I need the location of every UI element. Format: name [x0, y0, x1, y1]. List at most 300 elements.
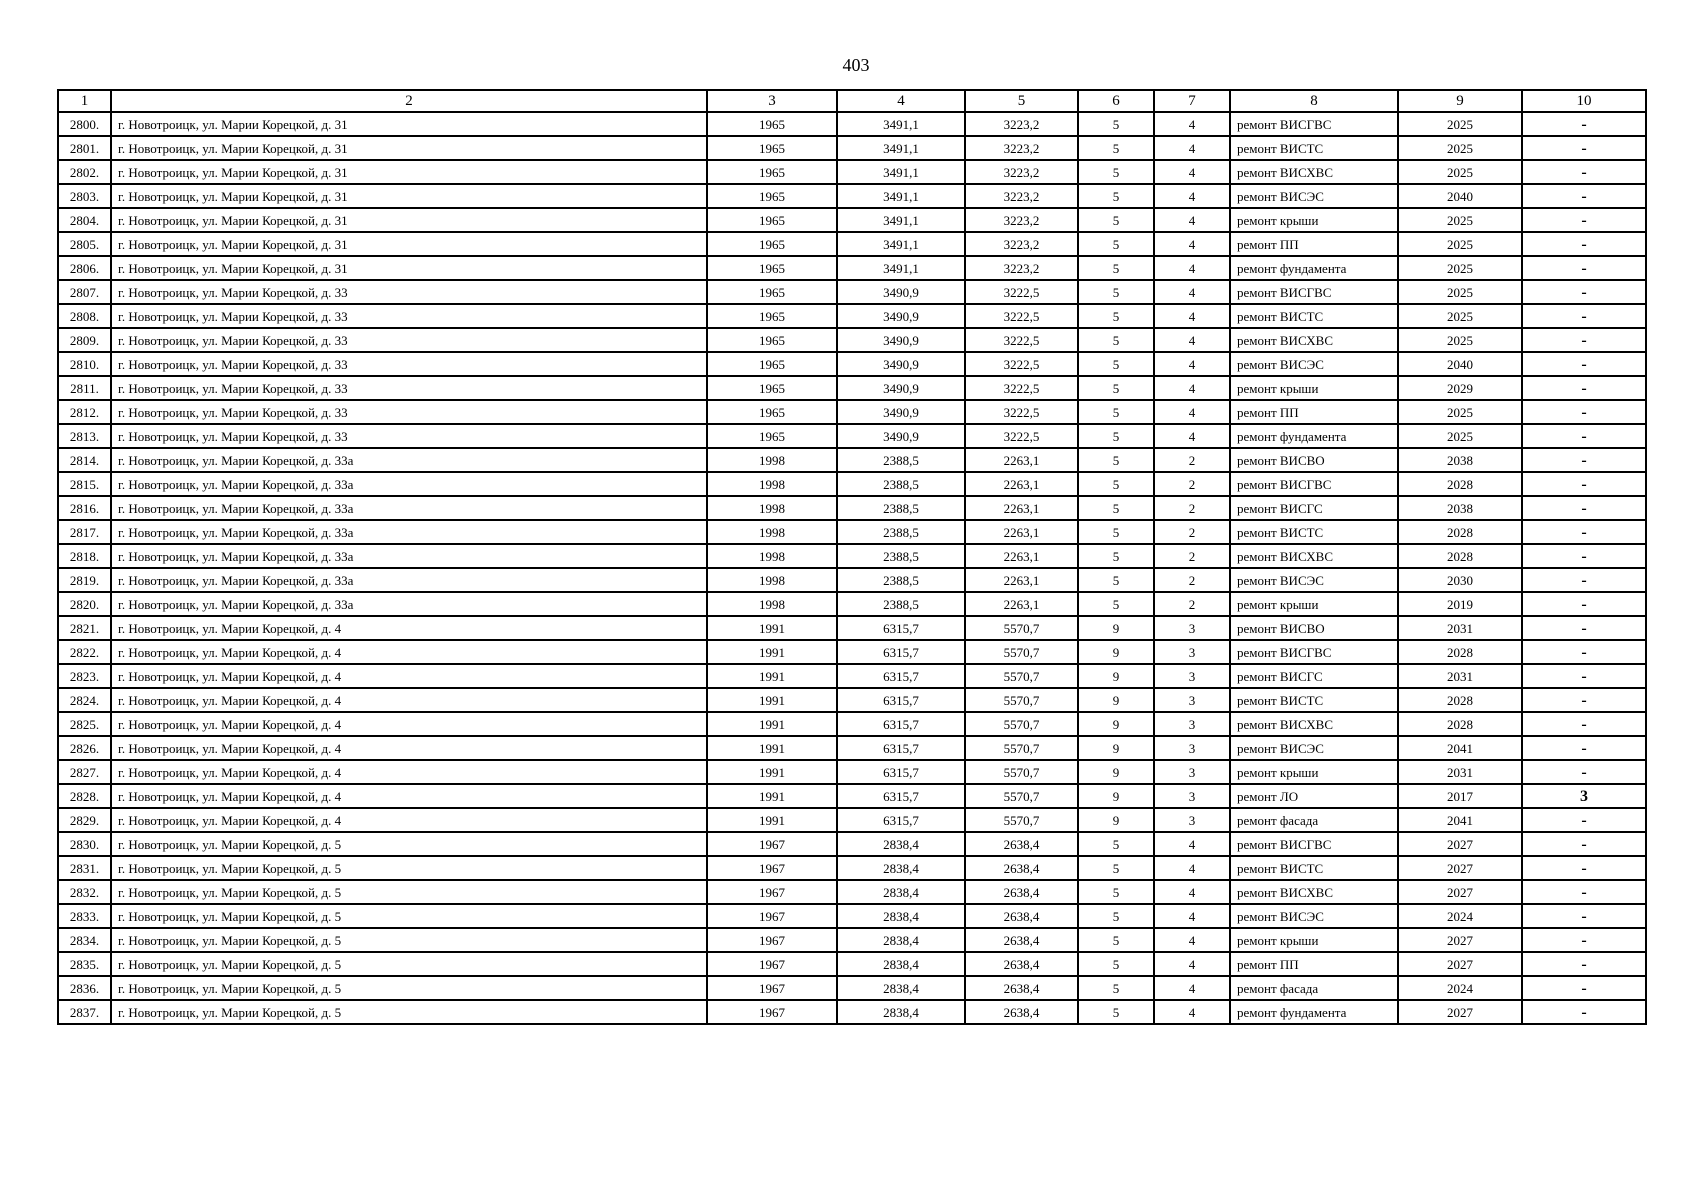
- address-cell: г. Новотроицк, ул. Марии Корецкой, д. 4: [111, 712, 707, 736]
- year-cell: 1965: [707, 136, 837, 160]
- floors-cell: 5: [1078, 832, 1154, 856]
- year-cell: 1965: [707, 160, 837, 184]
- living-area-cell: 3222,5: [965, 280, 1078, 304]
- year-cell: 1991: [707, 664, 837, 688]
- living-area-cell: 2638,4: [965, 928, 1078, 952]
- living-area-cell: 3222,5: [965, 304, 1078, 328]
- address-cell: г. Новотроицк, ул. Марии Корецкой, д. 33а: [111, 472, 707, 496]
- floors-cell: 5: [1078, 880, 1154, 904]
- total-area-cell: 6315,7: [837, 760, 965, 784]
- year-cell: 1991: [707, 760, 837, 784]
- note-cell: -: [1522, 448, 1646, 472]
- table-body: [58, 112, 1646, 1024]
- table-row: [58, 784, 1646, 808]
- living-area-cell: 2263,1: [965, 496, 1078, 520]
- row-number-cell: 2819.: [58, 568, 111, 592]
- floors-cell: 5: [1078, 208, 1154, 232]
- total-area-cell: 2388,5: [837, 520, 965, 544]
- work-type-cell: ремонт крыши: [1230, 592, 1398, 616]
- note-cell: -: [1522, 568, 1646, 592]
- table-row: [58, 184, 1646, 208]
- row-number-cell: 2803.: [58, 184, 111, 208]
- work-type-cell: ремонт ВИСХВС: [1230, 328, 1398, 352]
- address-cell: г. Новотроицк, ул. Марии Корецкой, д. 4: [111, 784, 707, 808]
- table-row: [58, 1000, 1646, 1024]
- total-area-cell: 3490,9: [837, 304, 965, 328]
- address-cell: г. Новотроицк, ул. Марии Корецкой, д. 31: [111, 208, 707, 232]
- living-area-cell: 3222,5: [965, 352, 1078, 376]
- living-area-cell: 5570,7: [965, 760, 1078, 784]
- plan-year-cell: 2024: [1398, 904, 1522, 928]
- work-type-cell: ремонт ЛО: [1230, 784, 1398, 808]
- floors-cell: 9: [1078, 784, 1154, 808]
- floors-cell: 9: [1078, 712, 1154, 736]
- year-cell: 1991: [707, 640, 837, 664]
- plan-year-cell: 2028: [1398, 712, 1522, 736]
- address-cell: г. Новотроицк, ул. Марии Корецкой, д. 33: [111, 376, 707, 400]
- work-type-cell: ремонт крыши: [1230, 208, 1398, 232]
- address-cell: г. Новотроицк, ул. Марии Корецкой, д. 33: [111, 280, 707, 304]
- year-cell: 1965: [707, 184, 837, 208]
- entrances-cell: 2: [1154, 568, 1230, 592]
- entrances-cell: 4: [1154, 160, 1230, 184]
- floors-cell: 5: [1078, 376, 1154, 400]
- address-cell: г. Новотроицк, ул. Марии Корецкой, д. 4: [111, 688, 707, 712]
- plan-year-cell: 2027: [1398, 832, 1522, 856]
- entrances-cell: 4: [1154, 184, 1230, 208]
- work-type-cell: ремонт ВИСТС: [1230, 688, 1398, 712]
- floors-cell: 5: [1078, 328, 1154, 352]
- table-row: [58, 568, 1646, 592]
- note-cell: -: [1522, 832, 1646, 856]
- year-cell: 1965: [707, 400, 837, 424]
- table-row: [58, 520, 1646, 544]
- work-type-cell: ремонт фасада: [1230, 808, 1398, 832]
- work-type-cell: ремонт ВИСГВС: [1230, 112, 1398, 136]
- year-cell: 1998: [707, 592, 837, 616]
- total-area-cell: 6315,7: [837, 736, 965, 760]
- work-type-cell: ремонт ВИСЭС: [1230, 184, 1398, 208]
- floors-cell: 5: [1078, 280, 1154, 304]
- page-number: 403: [842, 55, 870, 75]
- total-area-cell: 2388,5: [837, 448, 965, 472]
- table-row: [58, 928, 1646, 952]
- entrances-cell: 4: [1154, 928, 1230, 952]
- plan-year-cell: 2025: [1398, 160, 1522, 184]
- address-cell: г. Новотроицк, ул. Марии Корецкой, д. 4: [111, 616, 707, 640]
- work-type-cell: ремонт ПП: [1230, 400, 1398, 424]
- living-area-cell: 2263,1: [965, 544, 1078, 568]
- floors-cell: 5: [1078, 472, 1154, 496]
- address-cell: г. Новотроицк, ул. Марии Корецкой, д. 33: [111, 352, 707, 376]
- work-type-cell: ремонт ВИСТС: [1230, 136, 1398, 160]
- plan-year-cell: 2031: [1398, 616, 1522, 640]
- address-cell: г. Новотроицк, ул. Марии Корецкой, д. 4: [111, 640, 707, 664]
- plan-year-cell: 2025: [1398, 280, 1522, 304]
- work-type-cell: ремонт ВИСЭС: [1230, 352, 1398, 376]
- plan-year-cell: 2041: [1398, 808, 1522, 832]
- work-type-cell: ремонт ВИСГС: [1230, 496, 1398, 520]
- note-cell: -: [1522, 760, 1646, 784]
- total-area-cell: 3491,1: [837, 136, 965, 160]
- total-area-cell: 3490,9: [837, 376, 965, 400]
- plan-year-cell: 2027: [1398, 952, 1522, 976]
- entrances-cell: 3: [1154, 688, 1230, 712]
- table-row: [58, 832, 1646, 856]
- work-type-cell: ремонт ПП: [1230, 232, 1398, 256]
- floors-cell: 5: [1078, 232, 1154, 256]
- total-area-cell: 3490,9: [837, 352, 965, 376]
- row-number-cell: 2817.: [58, 520, 111, 544]
- living-area-cell: 2638,4: [965, 1000, 1078, 1024]
- work-type-cell: ремонт ВИСХВС: [1230, 880, 1398, 904]
- note-cell: -: [1522, 664, 1646, 688]
- address-cell: г. Новотроицк, ул. Марии Корецкой, д. 5: [111, 928, 707, 952]
- year-cell: 1965: [707, 256, 837, 280]
- address-cell: г. Новотроицк, ул. Марии Корецкой, д. 31: [111, 160, 707, 184]
- row-number-cell: 2833.: [58, 904, 111, 928]
- note-cell: -: [1522, 880, 1646, 904]
- floors-cell: 5: [1078, 256, 1154, 280]
- address-cell: г. Новотроицк, ул. Марии Корецкой, д. 4: [111, 808, 707, 832]
- address-cell: г. Новотроицк, ул. Марии Корецкой, д. 5: [111, 1000, 707, 1024]
- table-row: [58, 760, 1646, 784]
- living-area-cell: 3223,2: [965, 232, 1078, 256]
- year-cell: 1998: [707, 568, 837, 592]
- year-cell: 1967: [707, 856, 837, 880]
- year-cell: 1998: [707, 520, 837, 544]
- living-area-cell: 5570,7: [965, 712, 1078, 736]
- year-cell: 1991: [707, 712, 837, 736]
- table-row: [58, 232, 1646, 256]
- year-cell: 1991: [707, 616, 837, 640]
- floors-cell: 5: [1078, 304, 1154, 328]
- entrances-cell: 2: [1154, 472, 1230, 496]
- row-number-cell: 2808.: [58, 304, 111, 328]
- year-cell: 1967: [707, 1000, 837, 1024]
- note-cell: -: [1522, 952, 1646, 976]
- total-area-cell: 6315,7: [837, 712, 965, 736]
- row-number-cell: 2810.: [58, 352, 111, 376]
- note-cell: -: [1522, 976, 1646, 1000]
- total-area-cell: 2838,4: [837, 928, 965, 952]
- total-area-cell: 2838,4: [837, 880, 965, 904]
- living-area-cell: 5570,7: [965, 784, 1078, 808]
- note-cell: -: [1522, 328, 1646, 352]
- total-area-cell: 2838,4: [837, 952, 965, 976]
- plan-year-cell: 2038: [1398, 496, 1522, 520]
- living-area-cell: 3222,5: [965, 328, 1078, 352]
- entrances-cell: 4: [1154, 952, 1230, 976]
- living-area-cell: 3223,2: [965, 160, 1078, 184]
- floors-cell: 5: [1078, 544, 1154, 568]
- total-area-cell: 2388,5: [837, 544, 965, 568]
- entrances-cell: 4: [1154, 376, 1230, 400]
- address-cell: г. Новотроицк, ул. Марии Корецкой, д. 5: [111, 952, 707, 976]
- address-cell: г. Новотроицк, ул. Марии Корецкой, д. 4: [111, 736, 707, 760]
- table-row: [58, 256, 1646, 280]
- entrances-cell: 2: [1154, 592, 1230, 616]
- work-type-cell: ремонт ВИСТС: [1230, 304, 1398, 328]
- row-number-cell: 2825.: [58, 712, 111, 736]
- entrances-cell: 2: [1154, 496, 1230, 520]
- work-type-cell: ремонт крыши: [1230, 928, 1398, 952]
- row-number-cell: 2800.: [58, 112, 111, 136]
- note-cell: -: [1522, 856, 1646, 880]
- column-header: 9: [1398, 90, 1522, 112]
- table-row: [58, 544, 1646, 568]
- year-cell: 1965: [707, 208, 837, 232]
- floors-cell: 5: [1078, 160, 1154, 184]
- plan-year-cell: 2019: [1398, 592, 1522, 616]
- living-area-cell: 3222,5: [965, 424, 1078, 448]
- row-number-cell: 2834.: [58, 928, 111, 952]
- total-area-cell: 6315,7: [837, 616, 965, 640]
- year-cell: 1965: [707, 376, 837, 400]
- work-type-cell: ремонт ВИСВО: [1230, 616, 1398, 640]
- entrances-cell: 4: [1154, 904, 1230, 928]
- floors-cell: 5: [1078, 496, 1154, 520]
- note-cell: -: [1522, 808, 1646, 832]
- entrances-cell: 4: [1154, 832, 1230, 856]
- plan-year-cell: 2025: [1398, 256, 1522, 280]
- entrances-cell: 4: [1154, 352, 1230, 376]
- living-area-cell: 3223,2: [965, 136, 1078, 160]
- total-area-cell: 3490,9: [837, 424, 965, 448]
- table-row: [58, 352, 1646, 376]
- note-cell: -: [1522, 208, 1646, 232]
- entrances-cell: 3: [1154, 760, 1230, 784]
- address-cell: г. Новотроицк, ул. Марии Корецкой, д. 33а: [111, 520, 707, 544]
- table-row: [58, 592, 1646, 616]
- living-area-cell: 2263,1: [965, 472, 1078, 496]
- floors-cell: 5: [1078, 184, 1154, 208]
- total-area-cell: 6315,7: [837, 664, 965, 688]
- living-area-cell: 2263,1: [965, 568, 1078, 592]
- plan-year-cell: 2031: [1398, 760, 1522, 784]
- work-type-cell: ремонт ВИСГВС: [1230, 832, 1398, 856]
- note-cell: -: [1522, 640, 1646, 664]
- floors-cell: 9: [1078, 760, 1154, 784]
- plan-year-cell: 2041: [1398, 736, 1522, 760]
- floors-cell: 5: [1078, 976, 1154, 1000]
- living-area-cell: 5570,7: [965, 808, 1078, 832]
- plan-year-cell: 2025: [1398, 136, 1522, 160]
- row-number-cell: 2807.: [58, 280, 111, 304]
- total-area-cell: 2838,4: [837, 904, 965, 928]
- address-cell: г. Новотроицк, ул. Марии Корецкой, д. 5: [111, 904, 707, 928]
- address-cell: г. Новотроицк, ул. Марии Корецкой, д. 31: [111, 112, 707, 136]
- row-number-cell: 2835.: [58, 952, 111, 976]
- table-row: [58, 856, 1646, 880]
- year-cell: 1967: [707, 928, 837, 952]
- plan-year-cell: 2025: [1398, 112, 1522, 136]
- note-cell: -: [1522, 304, 1646, 328]
- work-type-cell: ремонт ВИСХВС: [1230, 544, 1398, 568]
- total-area-cell: 3491,1: [837, 112, 965, 136]
- total-area-cell: 3490,9: [837, 400, 965, 424]
- table-row: [58, 976, 1646, 1000]
- column-header: 7: [1154, 90, 1230, 112]
- address-cell: г. Новотроицк, ул. Марии Корецкой, д. 33а: [111, 592, 707, 616]
- entrances-cell: 4: [1154, 304, 1230, 328]
- table-row: [58, 448, 1646, 472]
- work-type-cell: ремонт фундамента: [1230, 1000, 1398, 1024]
- row-number-cell: 2814.: [58, 448, 111, 472]
- total-area-cell: 6315,7: [837, 640, 965, 664]
- year-cell: 1965: [707, 280, 837, 304]
- entrances-cell: 2: [1154, 520, 1230, 544]
- entrances-cell: 2: [1154, 448, 1230, 472]
- row-number-cell: 2831.: [58, 856, 111, 880]
- year-cell: 1998: [707, 472, 837, 496]
- plan-year-cell: 2040: [1398, 184, 1522, 208]
- address-cell: г. Новотроицк, ул. Марии Корецкой, д. 33: [111, 424, 707, 448]
- address-cell: г. Новотроицк, ул. Марии Корецкой, д. 33а: [111, 568, 707, 592]
- plan-year-cell: 2017: [1398, 784, 1522, 808]
- plan-year-cell: 2040: [1398, 352, 1522, 376]
- plan-year-cell: 2028: [1398, 688, 1522, 712]
- note-cell: -: [1522, 352, 1646, 376]
- plan-year-cell: 2025: [1398, 424, 1522, 448]
- row-number-cell: 2830.: [58, 832, 111, 856]
- total-area-cell: 2388,5: [837, 568, 965, 592]
- total-area-cell: 2838,4: [837, 832, 965, 856]
- table-row: [58, 952, 1646, 976]
- floors-cell: 5: [1078, 112, 1154, 136]
- living-area-cell: 5570,7: [965, 736, 1078, 760]
- address-cell: г. Новотроицк, ул. Марии Корецкой, д. 33: [111, 304, 707, 328]
- total-area-cell: 2838,4: [837, 856, 965, 880]
- plan-year-cell: 2030: [1398, 568, 1522, 592]
- table-row: [58, 880, 1646, 904]
- floors-cell: 5: [1078, 856, 1154, 880]
- row-number-cell: 2826.: [58, 736, 111, 760]
- row-number-cell: 2812.: [58, 400, 111, 424]
- entrances-cell: 2: [1154, 544, 1230, 568]
- floors-cell: 5: [1078, 424, 1154, 448]
- row-number-cell: 2824.: [58, 688, 111, 712]
- living-area-cell: 3222,5: [965, 376, 1078, 400]
- entrances-cell: 4: [1154, 136, 1230, 160]
- note-cell: 3: [1522, 784, 1646, 808]
- table-row: [58, 616, 1646, 640]
- note-cell: -: [1522, 736, 1646, 760]
- table-row: [58, 688, 1646, 712]
- data-table: [57, 89, 1647, 1025]
- entrances-cell: 4: [1154, 976, 1230, 1000]
- table-row: [58, 496, 1646, 520]
- floors-cell: 5: [1078, 568, 1154, 592]
- entrances-cell: 4: [1154, 112, 1230, 136]
- work-type-cell: ремонт ВИСГВС: [1230, 640, 1398, 664]
- living-area-cell: 3223,2: [965, 208, 1078, 232]
- note-cell: -: [1522, 904, 1646, 928]
- total-area-cell: 6315,7: [837, 688, 965, 712]
- floors-cell: 5: [1078, 592, 1154, 616]
- address-cell: г. Новотроицк, ул. Марии Корецкой, д. 5: [111, 832, 707, 856]
- living-area-cell: 5570,7: [965, 616, 1078, 640]
- living-area-cell: 2638,4: [965, 880, 1078, 904]
- total-area-cell: 3490,9: [837, 328, 965, 352]
- plan-year-cell: 2027: [1398, 928, 1522, 952]
- note-cell: -: [1522, 184, 1646, 208]
- entrances-cell: 4: [1154, 880, 1230, 904]
- living-area-cell: 3222,5: [965, 400, 1078, 424]
- table-header-row: [58, 90, 1646, 112]
- year-cell: 1998: [707, 496, 837, 520]
- table-row: [58, 808, 1646, 832]
- living-area-cell: 2263,1: [965, 592, 1078, 616]
- year-cell: 1965: [707, 328, 837, 352]
- plan-year-cell: 2025: [1398, 232, 1522, 256]
- year-cell: 1965: [707, 352, 837, 376]
- address-cell: г. Новотроицк, ул. Марии Корецкой, д. 33а: [111, 448, 707, 472]
- row-number-cell: 2822.: [58, 640, 111, 664]
- row-number-cell: 2837.: [58, 1000, 111, 1024]
- year-cell: 1967: [707, 880, 837, 904]
- year-cell: 1991: [707, 736, 837, 760]
- work-type-cell: ремонт ВИСГВС: [1230, 472, 1398, 496]
- row-number-cell: 2816.: [58, 496, 111, 520]
- table-row: [58, 280, 1646, 304]
- note-cell: -: [1522, 592, 1646, 616]
- plan-year-cell: 2028: [1398, 544, 1522, 568]
- total-area-cell: 3491,1: [837, 184, 965, 208]
- plan-year-cell: 2025: [1398, 208, 1522, 232]
- living-area-cell: 2638,4: [965, 904, 1078, 928]
- address-cell: г. Новотроицк, ул. Марии Корецкой, д. 5: [111, 976, 707, 1000]
- note-cell: -: [1522, 928, 1646, 952]
- row-number-cell: 2813.: [58, 424, 111, 448]
- table-row: [58, 424, 1646, 448]
- total-area-cell: 3491,1: [837, 256, 965, 280]
- living-area-cell: 2638,4: [965, 952, 1078, 976]
- address-cell: г. Новотроицк, ул. Марии Корецкой, д. 33: [111, 400, 707, 424]
- year-cell: 1991: [707, 688, 837, 712]
- plan-year-cell: 2027: [1398, 1000, 1522, 1024]
- plan-year-cell: 2028: [1398, 640, 1522, 664]
- note-cell: -: [1522, 688, 1646, 712]
- year-cell: 1965: [707, 232, 837, 256]
- plan-year-cell: 2027: [1398, 856, 1522, 880]
- row-number-cell: 2802.: [58, 160, 111, 184]
- table-row: [58, 208, 1646, 232]
- row-number-cell: 2827.: [58, 760, 111, 784]
- work-type-cell: ремонт ВИСЭС: [1230, 568, 1398, 592]
- total-area-cell: 3490,9: [837, 280, 965, 304]
- entrances-cell: 3: [1154, 664, 1230, 688]
- plan-year-cell: 2028: [1398, 520, 1522, 544]
- work-type-cell: ремонт фундамента: [1230, 256, 1398, 280]
- work-type-cell: ремонт ВИСГВС: [1230, 280, 1398, 304]
- floors-cell: 9: [1078, 688, 1154, 712]
- floors-cell: 5: [1078, 1000, 1154, 1024]
- work-type-cell: ремонт ПП: [1230, 952, 1398, 976]
- address-cell: г. Новотроицк, ул. Марии Корецкой, д. 4: [111, 664, 707, 688]
- total-area-cell: 2838,4: [837, 1000, 965, 1024]
- plan-year-cell: 2025: [1398, 328, 1522, 352]
- column-header: 10: [1522, 90, 1646, 112]
- note-cell: -: [1522, 616, 1646, 640]
- total-area-cell: 3491,1: [837, 160, 965, 184]
- entrances-cell: 4: [1154, 232, 1230, 256]
- note-cell: -: [1522, 376, 1646, 400]
- floors-cell: 5: [1078, 136, 1154, 160]
- row-number-cell: 2828.: [58, 784, 111, 808]
- year-cell: 1998: [707, 544, 837, 568]
- row-number-cell: 2809.: [58, 328, 111, 352]
